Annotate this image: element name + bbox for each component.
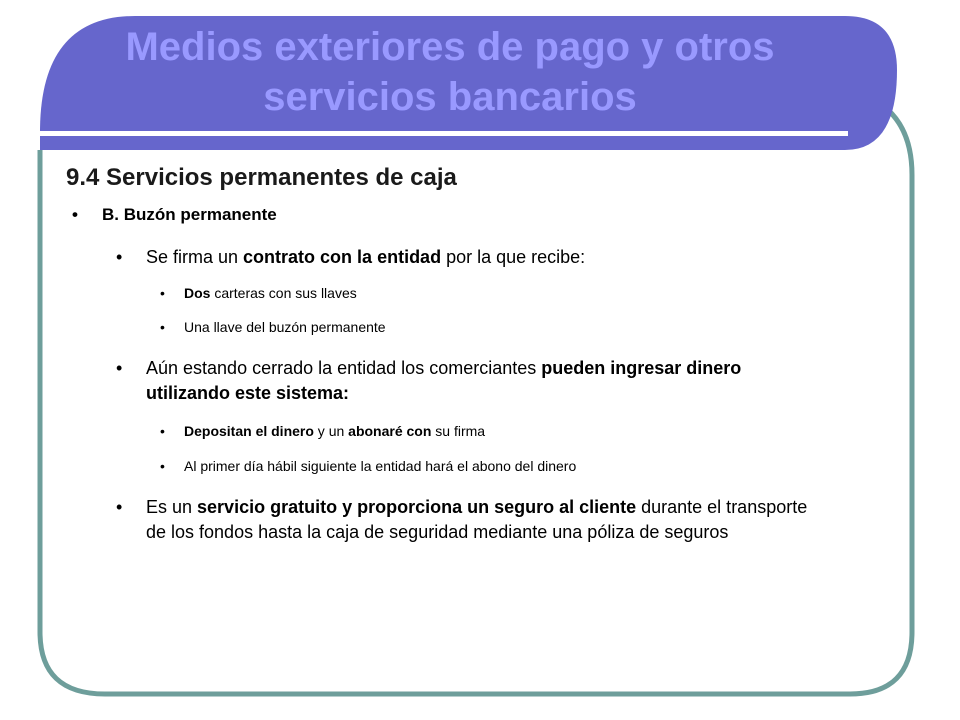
section-heading: 9.4 Servicios permanentes de caja	[66, 164, 457, 191]
bullet-text: Una llave del buzón permanente	[184, 319, 386, 335]
bullet-dot: •	[160, 458, 165, 474]
bullet-text: Al primer día hábil siguiente la entidad hará el abono del dinero	[184, 458, 577, 474]
bullet-dot: •	[72, 205, 78, 224]
banner-underline	[40, 131, 848, 136]
bullet-dot: •	[116, 247, 123, 267]
title-line-2: servicios bancarios	[263, 75, 637, 119]
bullet-text: Aún estando cerrado la entidad los comerciantes pueden ingresar dinero utilizando este sistema:	[146, 358, 742, 403]
slide-title	[90, 22, 810, 122]
title-line-1: Medios exteriores de pago y otros	[125, 25, 775, 69]
bullet-text: Dos carteras con sus llaves	[184, 285, 357, 301]
bullet-dot: •	[160, 285, 165, 301]
bullet-text: Es un servicio gratuito y proporciona un seguro al cliente durante el transporte de los fondos hasta la caja de seguridad mediante una póliza de seguros	[146, 497, 808, 542]
bullet-dot: •	[160, 423, 165, 439]
bullet-dot: •	[160, 319, 165, 335]
bullet-text: Se firma un contrato con la entidad por la que recibe:	[146, 247, 586, 267]
bullet-text: Depositan el dinero y un abonaré con su firma	[184, 423, 486, 439]
bullet-dot: •	[116, 358, 123, 378]
section-label: B. Buzón permanente	[102, 205, 277, 224]
bullet-dot: •	[116, 497, 123, 517]
